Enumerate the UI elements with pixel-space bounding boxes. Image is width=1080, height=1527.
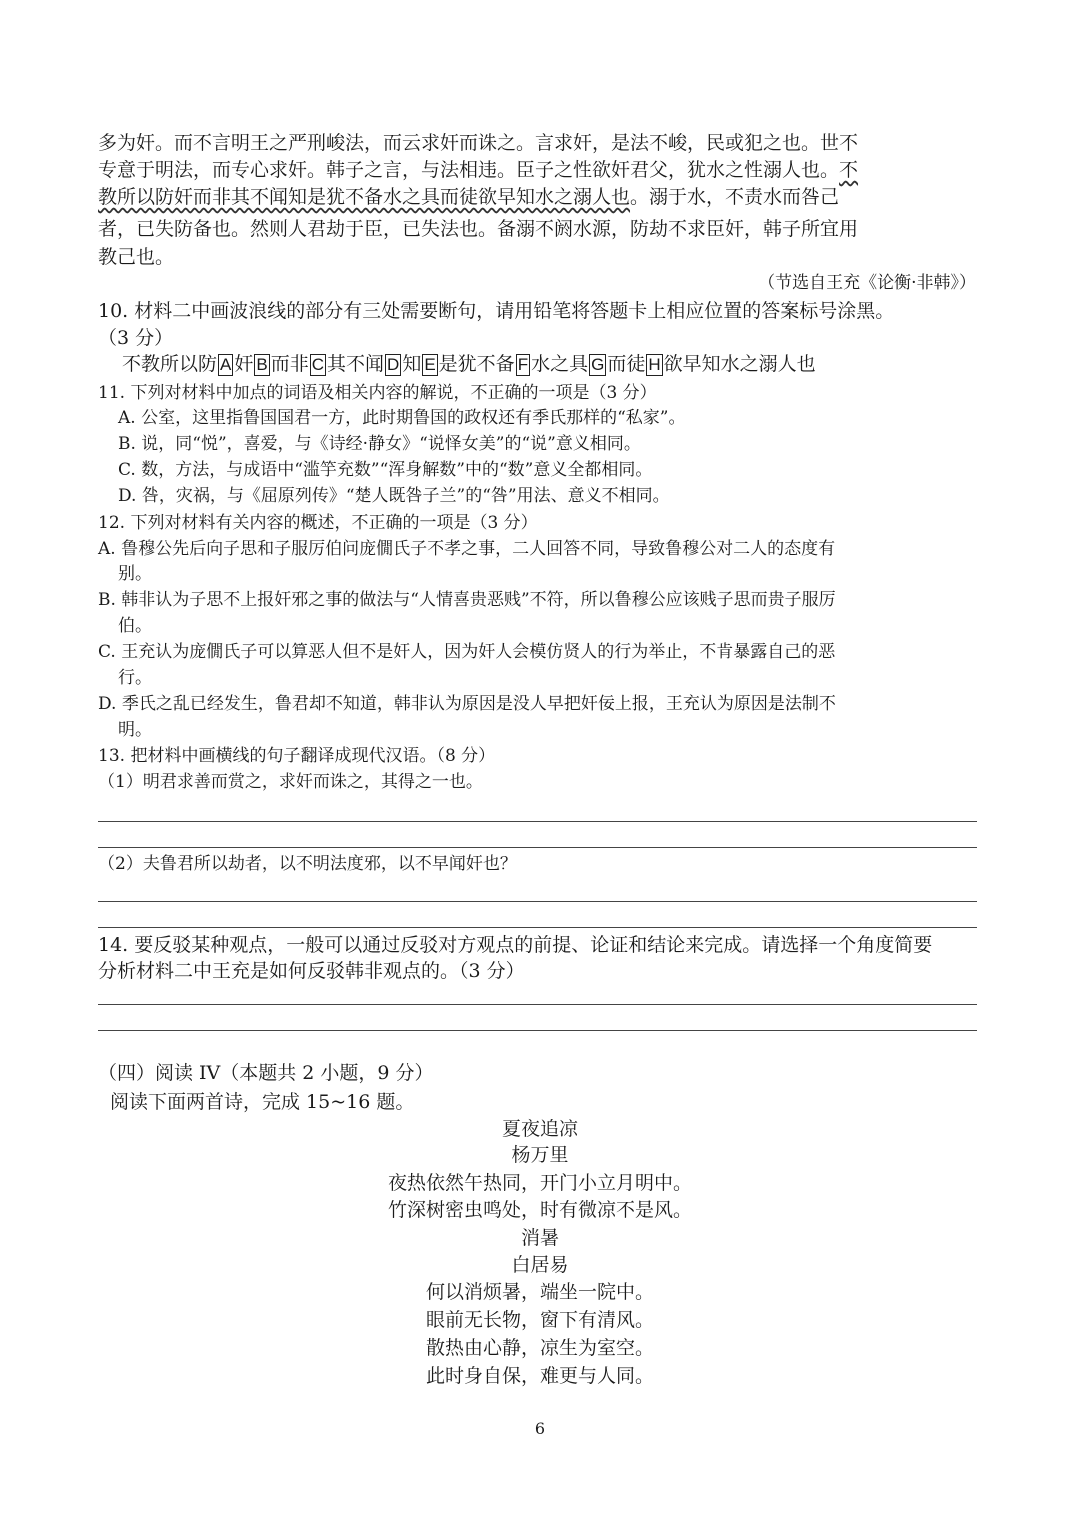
- poem-line: 散热由心静，凉生为室空。: [425, 1337, 654, 1359]
- q12-option-d[interactable]: D. 季氏之乱已经发生，鲁君却不知道，韩非认为原因是没人早把奸佞上报，王充认为原因是法制不: [98, 694, 836, 714]
- q11-option-d[interactable]: D. 咎，灾祸，与《屈原列传》“楚人既咎子兰”的“咎”用法、意义不相同。: [118, 486, 670, 506]
- q14-line-2: 分析材料二中王充是如何反驳韩非观点的。（3 分）: [98, 960, 525, 982]
- answer-line[interactable]: [98, 847, 977, 848]
- q12-option-a-cont: 别。: [118, 564, 152, 584]
- q13-item-2: （2）夫鲁君所以劫者，以不明法度邪，以不早闻奸也？: [98, 854, 517, 874]
- q12-option-b-cont: 伯。: [118, 616, 152, 636]
- q12-option-d-cont: 明。: [118, 720, 152, 740]
- q10-option-box-c[interactable]: C: [311, 355, 325, 374]
- q12-option-c[interactable]: C. 王充认为庞僩氏子可以算恶人但不是奸人，因为奸人会模仿贤人的行为举止，不肯暴露自己的恶: [98, 642, 836, 662]
- passage-line-3-rest: 。溺于水，不责水而咎己: [630, 186, 840, 208]
- q10-option-box-a[interactable]: A: [220, 355, 232, 374]
- q10-text-segment: 不教所以防: [122, 353, 218, 375]
- passage-line-5: 教己也。: [98, 246, 175, 268]
- q12-stem: 12. 下列对材料有关内容的概述，不正确的一项是（3 分）: [98, 513, 538, 533]
- q11-stem: 11. 下列对材料中加点的词语及相关内容的解说，不正确的一项是（3 分）: [98, 383, 657, 403]
- q10-text-segment: 奸: [234, 353, 254, 375]
- q10-text-segment: 是犹不备: [438, 353, 515, 375]
- q10-text-segment: 欲早知水之溺人也: [663, 353, 816, 375]
- answer-line[interactable]: [98, 1030, 977, 1031]
- q11-option-a[interactable]: A. 公室，这里指鲁国国君一方，此时期鲁国的政权还有季氏那样的“私家”。: [118, 408, 686, 428]
- poem-title: 夏夜追凉: [501, 1118, 578, 1140]
- q10-option-box-h[interactable]: H: [648, 355, 661, 374]
- q10-text-segment: 而徒: [607, 353, 646, 375]
- q10-text-segment: 水之具: [531, 353, 589, 375]
- q10-segmentation-line: [122, 354, 816, 376]
- q12-option-a[interactable]: A. 鲁穆公先后向子思和子服厉伯问庞僩氏子不孝之事，二人回答不同，导致鲁穆公对二人的态度有: [98, 539, 836, 559]
- page-number: 6: [534, 1419, 546, 1438]
- passage-line-2-text: 专意于明法，而专心求奸。韩子之言，与法相违。臣子之性欲奸君父，犹水之性溺人也。: [98, 159, 840, 181]
- q10-option-box-f[interactable]: F: [517, 355, 529, 374]
- q14-line-1: 14. 要反驳某种观点，一般可以通过反驳对方观点的前提、论证和结论来完成。请选择一个角度简要: [98, 934, 933, 956]
- q13-stem: 13. 把材料中画横线的句子翻译成现代汉语。（8 分）: [98, 746, 496, 766]
- q10-text-segment: 知: [402, 353, 422, 375]
- answer-line[interactable]: [98, 901, 977, 902]
- section-intro: 阅读下面两首诗，完成 15~16 题。: [110, 1091, 415, 1113]
- poem-line: 眼前无长物，窗下有清风。: [425, 1309, 654, 1331]
- q10-option-box-g[interactable]: G: [591, 355, 605, 374]
- q10-option-box-d[interactable]: D: [387, 355, 400, 374]
- passage-line-2: [98, 161, 858, 180]
- answer-line[interactable]: [98, 1004, 977, 1005]
- q11-option-c[interactable]: C. 数，方法，与成语中“滥竽充数”“浑身解数”中的“数”意义全都相同。: [118, 460, 653, 480]
- q13-item-1: （1）明君求善而赏之，求奸而诛之，其得之一也。: [98, 772, 483, 792]
- q12-option-b[interactable]: B. 韩非认为子思不上报奸邪之事的做法与“人情喜贵恶贱”不符，所以鲁穆公应该贱子思而贵子服厉: [98, 590, 836, 610]
- poem-line: 此时身自保，难更与人同。: [425, 1365, 654, 1387]
- answer-line[interactable]: [98, 927, 977, 928]
- q10-text-segment: 其不闻: [327, 353, 385, 375]
- passage-line-1: 多为奸。而不言明王之严刑峻法，而云求奸而诛之。言求奸，是法不峻，民或犯之也。世不: [98, 132, 859, 154]
- poem-author: 杨万里: [511, 1144, 569, 1166]
- poem-title: 消暑: [520, 1227, 559, 1249]
- q10-stem: 10. 材料二中画波浪线的部分有三处需要断句，请用铅笔将答题卡上相应位置的答案标号涂黑。: [98, 300, 895, 322]
- q12-option-c-cont: 行。: [118, 668, 152, 688]
- poem-line: 何以消烦暑，端坐一院中。: [425, 1281, 654, 1303]
- q10-text-segment: 而非: [270, 353, 309, 375]
- wavy-underlined-text-start: 不: [839, 159, 859, 181]
- q10-option-box-e[interactable]: E: [424, 355, 436, 374]
- q11-option-b[interactable]: B. 说，同“悦”，喜爱，与《诗经·静女》“说怿女美”的“说”意义相同。: [118, 434, 641, 454]
- poem-line: 夜热依然午热同，开门小立月明中。: [387, 1172, 692, 1194]
- poem-author: 白居易: [511, 1254, 569, 1276]
- q10-option-box-b[interactable]: B: [256, 355, 268, 374]
- poem-line: 竹深树密虫鸣处，时有微凉不是风。: [387, 1199, 692, 1221]
- answer-line[interactable]: [98, 821, 977, 822]
- passage-source: （节选自王充《论衡·非韩》）: [758, 273, 976, 293]
- passage-line-4: 者，已失防备也。然则人君劫于臣，已失法也。备溺不阏水源，防劫不求臣奸，韩子所宜用: [98, 218, 859, 240]
- wavy-underlined-text: 教所以防奸而非其不闻知是犹不备水之具而徒欲早知水之溺人也: [98, 186, 631, 208]
- passage-line-3: [98, 188, 839, 207]
- q10-score: （3 分）: [98, 327, 174, 349]
- section-heading: （四）阅读 IV（本题共 2 小题，9 分）: [98, 1062, 434, 1084]
